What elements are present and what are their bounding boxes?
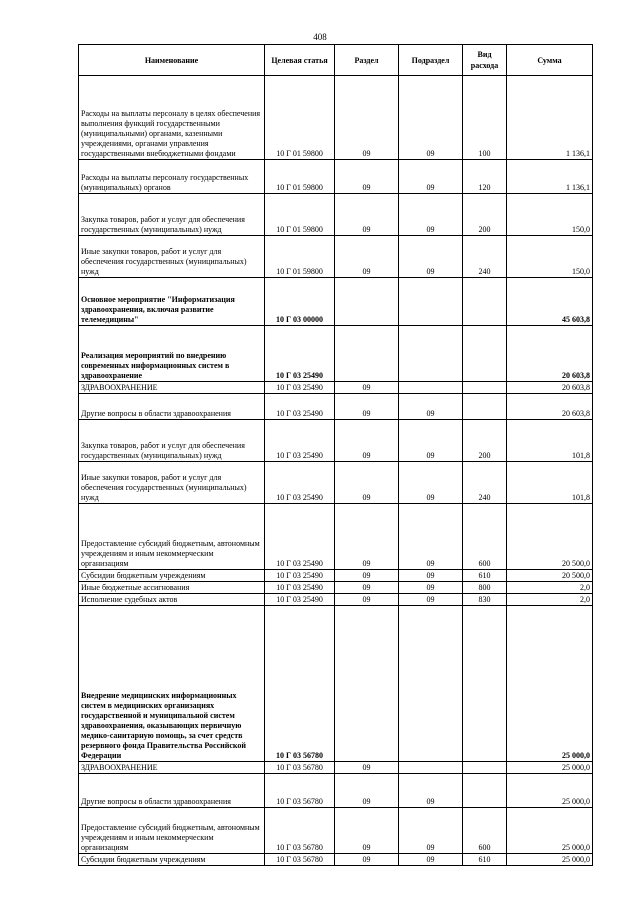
row-section: 09 [335, 504, 399, 570]
row-sum: 101,8 [507, 462, 593, 504]
row-section: 09 [335, 808, 399, 854]
row-name: ЗДРАВООХРАНЕНИЕ [79, 762, 265, 774]
row-sum: 25 000,0 [507, 762, 593, 774]
row-subsection: 09 [399, 594, 463, 606]
row-subsection [399, 326, 463, 382]
row-subsection [399, 382, 463, 394]
header-section: Раздел [335, 45, 399, 76]
row-name: Предоставление субсидий бюджетным, автономным учреждениям и иным некоммерческим организациям [79, 504, 265, 570]
row-code: 10 Г 03 25490 [265, 504, 335, 570]
table-row [79, 762, 593, 774]
row-code: 10 Г 03 56780 [265, 774, 335, 808]
row-section: 09 [335, 76, 399, 160]
row-code: 10 Г 03 56780 [265, 606, 335, 762]
row-section: 09 [335, 236, 399, 278]
table-header-row [79, 45, 593, 76]
row-section [335, 278, 399, 326]
row-subsection: 09 [399, 194, 463, 236]
row-name: Иные закупки товаров, работ и услуг для обеспечения государственных (муниципальных) нужд [79, 462, 265, 504]
row-expense [463, 382, 507, 394]
row-name: Субсидии бюджетным учреждениям [79, 854, 265, 866]
row-name: Закупка товаров, работ и услуг для обеспечения государственных (муниципальных) нужд [79, 194, 265, 236]
header-code: Целевая статья [265, 45, 335, 76]
row-expense [463, 774, 507, 808]
table-row [79, 236, 593, 278]
table-row [79, 420, 593, 462]
row-expense [463, 394, 507, 420]
row-code: 10 Г 03 25490 [265, 420, 335, 462]
row-subsection: 09 [399, 582, 463, 594]
row-subsection: 09 [399, 774, 463, 808]
row-name: Закупка товаров, работ и услуг для обеспечения государственных (муниципальных) нужд [79, 420, 265, 462]
table-row [79, 382, 593, 394]
row-code: 10 Г 03 56780 [265, 808, 335, 854]
row-expense: 610 [463, 570, 507, 582]
header-expense: Вид расхода [463, 45, 507, 76]
row-name: Иные закупки товаров, работ и услуг для обеспечения государственных (муниципальных) нужд [79, 236, 265, 278]
row-subsection: 09 [399, 420, 463, 462]
row-name: Субсидии бюджетным учреждениям [79, 570, 265, 582]
row-expense: 200 [463, 420, 507, 462]
row-expense: 830 [463, 594, 507, 606]
row-section: 09 [335, 762, 399, 774]
row-sum: 150,0 [507, 236, 593, 278]
row-section: 09 [335, 582, 399, 594]
row-sum: 25 000,0 [507, 808, 593, 854]
table-row [79, 854, 593, 866]
row-name: Другие вопросы в области здравоохранения [79, 394, 265, 420]
row-code: 10 Г 01 59800 [265, 194, 335, 236]
row-code: 10 Г 03 56780 [265, 854, 335, 866]
row-sum: 1 136,1 [507, 76, 593, 160]
table-row [79, 570, 593, 582]
row-code: 10 Г 03 25490 [265, 394, 335, 420]
row-expense: 120 [463, 160, 507, 194]
row-section: 09 [335, 462, 399, 504]
row-name: Реализация мероприятий по внедрению современных информационных систем в здравоохранение [79, 326, 265, 382]
row-sum: 25 000,0 [507, 606, 593, 762]
row-code: 10 Г 03 56780 [265, 762, 335, 774]
row-sum: 20 500,0 [507, 570, 593, 582]
table-row [79, 774, 593, 808]
row-section: 09 [335, 774, 399, 808]
table-row [79, 160, 593, 194]
row-subsection: 09 [399, 394, 463, 420]
row-expense: 610 [463, 854, 507, 866]
table-row [79, 504, 593, 570]
row-subsection: 09 [399, 808, 463, 854]
row-expense: 240 [463, 236, 507, 278]
row-sum: 20 603,8 [507, 382, 593, 394]
row-name: Расходы на выплаты персоналу в целях обеспечения выполнения функций государственными (муниципальными) органами, казенными учреждениями, органами управления государственными внебюджетными фондами [79, 76, 265, 160]
row-section [335, 606, 399, 762]
row-expense: 600 [463, 504, 507, 570]
row-code: 10 Г 01 59800 [265, 236, 335, 278]
header-subsection: Подраздел [399, 45, 463, 76]
row-sum: 101,8 [507, 420, 593, 462]
row-section: 09 [335, 194, 399, 236]
row-sum: 20 500,0 [507, 504, 593, 570]
row-sum: 25 000,0 [507, 774, 593, 808]
table-row [79, 594, 593, 606]
row-expense: 100 [463, 76, 507, 160]
row-sum: 20 603,8 [507, 394, 593, 420]
row-expense [463, 606, 507, 762]
header-name: Наименование [79, 45, 265, 76]
row-subsection: 09 [399, 160, 463, 194]
table-row [79, 606, 593, 762]
row-expense [463, 326, 507, 382]
row-subsection [399, 278, 463, 326]
row-name: Предоставление субсидий бюджетным, автономным учреждениям и иным некоммерческим организациям [79, 808, 265, 854]
header-sum: Сумма [507, 45, 593, 76]
row-expense: 200 [463, 194, 507, 236]
row-code: 10 Г 01 59800 [265, 76, 335, 160]
row-name: Иные бюджетные ассигнования [79, 582, 265, 594]
row-expense: 800 [463, 582, 507, 594]
row-subsection: 09 [399, 236, 463, 278]
row-section [335, 326, 399, 382]
table-row [79, 278, 593, 326]
row-subsection: 09 [399, 504, 463, 570]
table-row [79, 394, 593, 420]
row-code: 10 Г 03 25490 [265, 582, 335, 594]
row-code: 10 Г 01 59800 [265, 160, 335, 194]
row-code: 10 Г 03 25490 [265, 594, 335, 606]
row-code: 10 Г 03 25490 [265, 570, 335, 582]
row-name: ЗДРАВООХРАНЕНИЕ [79, 382, 265, 394]
row-sum: 2,0 [507, 582, 593, 594]
row-section: 09 [335, 420, 399, 462]
row-name: Другие вопросы в области здравоохранения [79, 774, 265, 808]
row-code: 10 Г 03 00000 [265, 278, 335, 326]
row-subsection: 09 [399, 76, 463, 160]
row-sum: 20 603,8 [507, 326, 593, 382]
row-sum: 25 000,0 [507, 854, 593, 866]
row-name: Внедрение медицинских информационных систем в медицинских организациях государственной и муниципальной систем здравоохранения, оказывающих первичную медико-санитарную помощь, за счет средств резервного фонда Правительства Российской Федерации [79, 606, 265, 762]
row-subsection: 09 [399, 462, 463, 504]
row-expense: 240 [463, 462, 507, 504]
table-row [79, 808, 593, 854]
row-sum: 150,0 [507, 194, 593, 236]
row-section: 09 [335, 854, 399, 866]
row-sum: 2,0 [507, 594, 593, 606]
row-name: Исполнение судебных актов [79, 594, 265, 606]
row-code: 10 Г 03 25490 [265, 462, 335, 504]
row-code: 10 Г 03 25490 [265, 382, 335, 394]
row-subsection [399, 606, 463, 762]
table-row [79, 194, 593, 236]
row-subsection: 09 [399, 854, 463, 866]
table-row [79, 326, 593, 382]
row-section: 09 [335, 394, 399, 420]
table-row [79, 582, 593, 594]
row-subsection [399, 762, 463, 774]
row-section: 09 [335, 382, 399, 394]
table-row [79, 462, 593, 504]
row-section: 09 [335, 594, 399, 606]
row-name: Расходы на выплаты персоналу государственных (муниципальных) органов [79, 160, 265, 194]
row-expense [463, 278, 507, 326]
page-number: 408 [313, 32, 327, 42]
row-section: 09 [335, 160, 399, 194]
table-row [79, 76, 593, 160]
row-sum: 1 136,1 [507, 160, 593, 194]
row-section: 09 [335, 570, 399, 582]
row-expense: 600 [463, 808, 507, 854]
row-subsection: 09 [399, 570, 463, 582]
row-expense [463, 762, 507, 774]
row-sum: 45 603,8 [507, 278, 593, 326]
row-name: Основное мероприятие "Информатизация здравоохранения, включая развитие телемедицины" [79, 278, 265, 326]
budget-table [78, 44, 593, 866]
row-code: 10 Г 03 25490 [265, 326, 335, 382]
